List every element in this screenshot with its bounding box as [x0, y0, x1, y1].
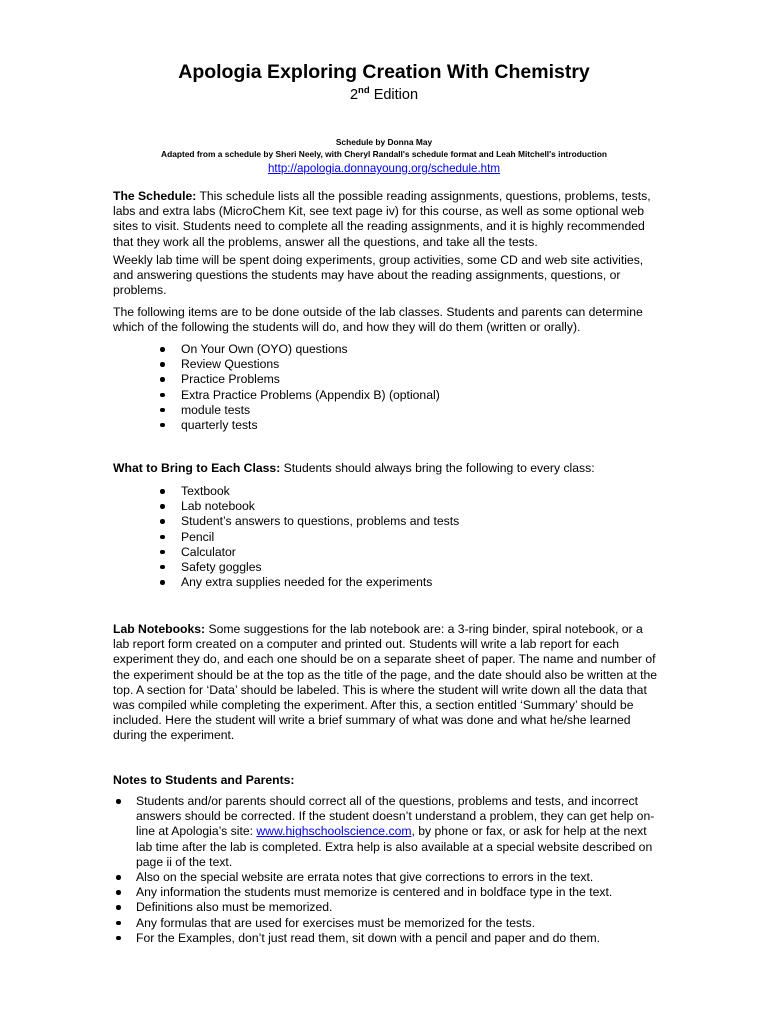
highschoolscience-link[interactable]: www.highschoolscience.com	[256, 824, 412, 839]
note-text: Students and/or parents should correct all of the questions, problems and tests, and incorrect answers should be corrected. If the student doesn’t understand a problem, they can get help on-line at Apologia’s site:	[136, 794, 655, 839]
notes-list	[113, 794, 663, 946]
list-item: module tests	[158, 403, 638, 418]
schedule-heading: The Schedule:	[113, 189, 197, 203]
note-text: , by phone or fax, or ask for help at the next lab time after the lab is completed. Extra help is also available at a special website described on page ii of the text.	[136, 824, 653, 869]
list-item: Any information the students must memorize is centered and in boldface type in the text.	[113, 885, 663, 900]
list-item: quarterly tests	[158, 418, 638, 433]
list-item: Calculator	[158, 545, 638, 560]
weekly-lab-paragraph: Weekly lab time will be spent doing experiments, group activities, some CD and web site activities, and answering questions the students may have about the reading assignments, questions, or problems.	[113, 253, 644, 298]
schedule-paragraph	[113, 189, 658, 250]
list-item: Also on the special website are errata notes that give corrections to errors in the text.	[113, 870, 663, 885]
list-item: For the Examples, don’t just read them, sit down with a pencil and paper and do them.	[113, 931, 663, 946]
list-item	[113, 794, 663, 870]
outside-items-intro: The following items are to be done outside of the lab classes. Students and parents can determine which of the following the students will do, and how they will do them (written or orally).	[113, 305, 643, 335]
lab-notebooks-heading: Lab Notebooks:	[113, 622, 206, 636]
schedule-author: Schedule by Donna May	[335, 137, 433, 147]
list-item: Definitions also must be memorized.	[113, 900, 663, 915]
bring-paragraph	[113, 461, 658, 476]
bring-list	[158, 484, 638, 590]
list-item: Pencil	[158, 530, 638, 545]
list-item: Review Questions	[158, 357, 638, 372]
list-item: Safety goggles	[158, 560, 638, 575]
notes-heading: Notes to Students and Parents:	[113, 773, 295, 787]
list-item: Practice Problems	[158, 372, 638, 387]
schedule-url-link[interactable]: http://apologia.donnayoung.org/schedule.htm	[267, 162, 501, 175]
list-item: Student’s answers to questions, problems and tests	[158, 514, 638, 529]
list-item: On Your Own (OYO) questions	[158, 342, 638, 357]
lab-notebooks-text: Some suggestions for the lab notebook are: a 3-ring binder, spiral notebook, or a lab report form created on a computer and printed out. Students will write a lab report for each experiment they do, and each one should be on a separate sheet of paper. The name and number of the experiment should be at the top as the title of the page, and the date should also be written at the top. A section for ‘Data’ should be labeled. This is where the student will write down all the data that was compiled while completing the experiment. After this, a section entitled ‘Summary’ should be included. Here the student will write a brief summary of what was done and what he/she learned during the experiment.	[113, 622, 658, 743]
edition-line	[0, 86, 768, 104]
list-item: Extra Practice Problems (Appendix B) (optional)	[158, 388, 638, 403]
bring-heading: What to Bring to Each Class:	[113, 461, 281, 475]
list-item: Textbook	[158, 484, 638, 499]
notes-heading-paragraph	[113, 773, 658, 788]
schedule-text: This schedule lists all the possible reading assignments, questions, problems, tests, labs and extra labs (MicroChem Kit, see text page iv) for this course, as well as some optional web sites to visit. Students need to complete all the reading assignments, and it is highly recommended that they work all the problems, answer all the questions, and take all the tests.	[113, 189, 651, 249]
outside-items-list	[158, 342, 638, 433]
edition-word: Edition	[373, 87, 419, 103]
document-title: Apologia Exploring Creation With Chemistry	[178, 61, 590, 83]
schedule-url-line	[0, 162, 768, 176]
list-item: Any formulas that are used for exercises must be memorized for the tests.	[113, 916, 663, 931]
adapted-credit: Adapted from a schedule by Sheri Neely, with Cheryl Randall's schedule format and Leah Mitchell's introduction	[161, 149, 607, 159]
list-item: Lab notebook	[158, 499, 638, 514]
bring-text: Students should always bring the following to every class:	[280, 461, 595, 475]
lab-notebooks-paragraph	[113, 622, 658, 744]
edition-ordinal: nd	[358, 85, 370, 96]
edition-number: 2	[349, 87, 359, 103]
list-item: Any extra supplies needed for the experiments	[158, 575, 638, 590]
